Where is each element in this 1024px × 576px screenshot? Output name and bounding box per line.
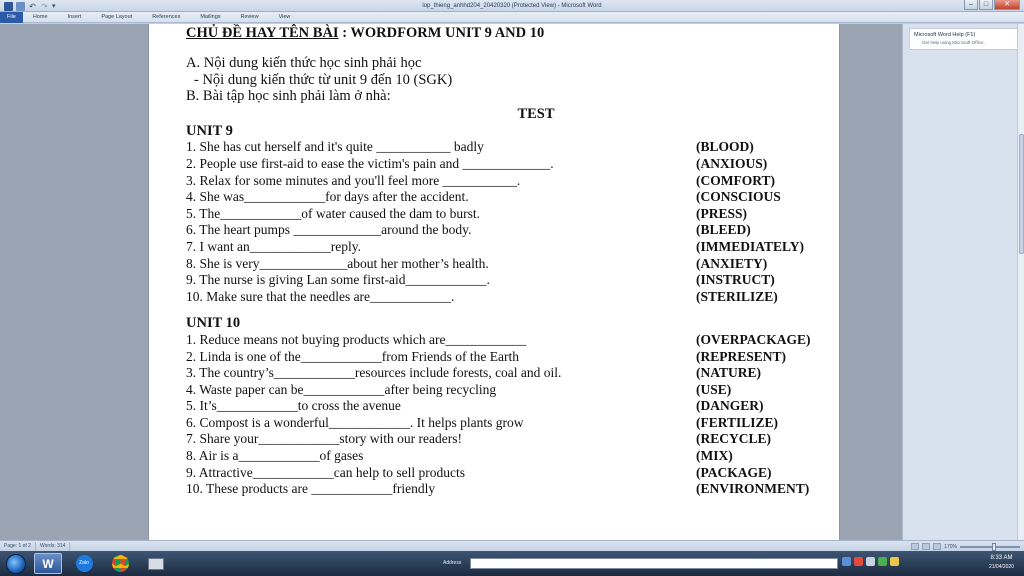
redo-icon[interactable]: ↷ — [41, 1, 48, 11]
question-row — [186, 173, 826, 190]
question-text: 2. Linda is one of the____________from Friends of the Earth — [186, 348, 519, 364]
question-row — [186, 256, 826, 273]
test-title: TEST — [517, 105, 555, 122]
document-page[interactable] — [148, 24, 840, 540]
answer-word: (BLEED) — [696, 222, 751, 238]
unit9-question-list — [186, 139, 826, 305]
question-text: 10. Make sure that the needles are____________. — [186, 288, 455, 304]
answer-word: (ANXIETY) — [696, 255, 768, 271]
ribbon-tab-bar — [0, 12, 1024, 23]
close-button[interactable]: ✕ — [994, 0, 1020, 10]
zoom-slider[interactable] — [960, 546, 1020, 548]
title-bar — [0, 0, 1024, 12]
tab-home[interactable]: Home — [32, 13, 48, 20]
question-row — [186, 222, 826, 239]
window-title: lop_thieng_anhhd204_20420320 (Protected View) - Microsoft Word — [422, 3, 602, 9]
question-text: 4. She was____________for days after the accident. — [186, 189, 469, 205]
maximize-button[interactable]: □ — [979, 0, 993, 10]
unit10-title: UNIT 10 — [186, 315, 241, 332]
question-text: 3. Relax for some minutes and you'll feel more ___________. — [186, 172, 521, 188]
volume-icon[interactable] — [866, 557, 875, 566]
question-row — [186, 465, 826, 482]
question-text: 10. These products are ____________friendly — [186, 481, 436, 497]
address-label: Address — [443, 560, 462, 566]
page-count[interactable]: Page: 1 of 2 — [0, 542, 36, 551]
answer-word: (DANGER) — [696, 398, 764, 414]
question-row — [186, 365, 826, 382]
question-text: 6. Compost is a wonderful____________. It helps plants grow — [186, 414, 524, 430]
answer-word: (PACKAGE) — [696, 464, 772, 480]
section-b: B. Bài tập học sinh phải làm ở nhà: — [186, 88, 391, 105]
answer-word: (COMFORT) — [696, 172, 776, 188]
tab-view[interactable]: View — [278, 13, 291, 20]
answer-word: (RECYCLE) — [696, 431, 772, 447]
heading-title: : WORDFORM UNIT 9 AND 10 — [338, 25, 545, 41]
scrollbar-thumb[interactable] — [1019, 134, 1024, 254]
language-icon[interactable] — [890, 557, 899, 566]
zalo-icon: Zalo — [76, 555, 93, 572]
question-row — [186, 272, 826, 289]
question-text: 7. Share your____________story with our readers! — [186, 431, 462, 447]
question-row — [186, 189, 826, 206]
question-text: 8. She is very_____________about her mother’s health. — [186, 255, 489, 271]
window-controls — [964, 0, 1020, 11]
answer-word: (BLOOD) — [696, 139, 754, 155]
answer-word: (NATURE) — [696, 365, 761, 381]
question-row — [186, 239, 826, 256]
answer-word: (OVERPACKAGE) — [696, 331, 811, 347]
question-row — [186, 382, 826, 399]
web-layout-view-icon[interactable] — [933, 543, 941, 550]
question-text: 4. Waste paper can be____________after being recycling — [186, 381, 497, 397]
clock-time: 8:33 AM — [990, 555, 1013, 561]
chrome-icon — [112, 555, 129, 572]
clock-date: 21/04/2020 — [988, 564, 1014, 570]
zoom-slider-knob[interactable] — [992, 543, 996, 551]
question-text: 1. She has cut herself and it's quite ___________ badly — [186, 139, 484, 155]
tab-references[interactable]: References — [152, 13, 181, 20]
full-screen-view-icon[interactable] — [922, 543, 930, 550]
question-text: 7. I want an____________reply. — [186, 238, 361, 254]
question-row — [186, 431, 826, 448]
question-row — [186, 139, 826, 156]
answer-word: (FERTILIZE) — [696, 414, 779, 430]
question-text: 6. The heart pumps _____________around the body. — [186, 222, 472, 238]
question-row — [186, 349, 826, 366]
question-text: 2. People use first-aid to ease the victim's pain and _____________. — [186, 155, 554, 171]
question-row — [186, 332, 826, 349]
answer-word: (REPRESENT) — [696, 348, 787, 364]
page-content — [186, 24, 826, 498]
print-layout-view-icon[interactable] — [911, 543, 919, 550]
word-icon: W — [42, 556, 54, 571]
question-row — [186, 206, 826, 223]
media-icon — [148, 558, 164, 570]
help-title: Microsoft Word Help (F1) — [914, 32, 976, 38]
answer-word: (INSTRUCT) — [696, 272, 775, 288]
question-row — [186, 415, 826, 432]
word-count[interactable]: Words: 314 — [36, 542, 70, 551]
section-a: A. Nội dung kiến thức học sinh phải học — [186, 55, 422, 71]
status-bar — [0, 540, 1024, 551]
help-subtitle: Get help using Microsoft Office. — [922, 40, 985, 45]
undo-icon[interactable]: ↶ — [29, 1, 36, 11]
taskbar-word-button[interactable] — [34, 553, 62, 574]
question-text: 5. The____________of water caused the dam to burst. — [186, 205, 481, 221]
vertical-scrollbar[interactable] — [1017, 24, 1024, 540]
question-text: 1. Reduce means not buying products which are____________ — [186, 331, 527, 347]
question-row — [186, 398, 826, 415]
customize-toolbar-icon[interactable]: ▾ — [52, 2, 56, 10]
answer-word: (USE) — [696, 381, 732, 397]
answer-word: (STERILIZE) — [696, 288, 778, 304]
taskbar — [0, 551, 1024, 576]
tab-mailings[interactable]: Mailings — [200, 13, 221, 20]
question-text: 5. It’s____________to cross the avenue — [186, 398, 401, 414]
minimize-button[interactable]: – — [964, 0, 978, 10]
tab-file[interactable]: File — [0, 12, 23, 23]
document-area[interactable] — [0, 24, 902, 540]
start-button[interactable] — [6, 554, 26, 574]
help-pane — [902, 24, 1024, 540]
answer-word: (CONSCIOUS — [696, 189, 781, 205]
question-text: 8. Air is a____________of gases — [186, 448, 364, 464]
answer-word: (MIX) — [696, 448, 733, 464]
question-row — [186, 156, 826, 173]
battery-icon[interactable] — [878, 557, 887, 566]
answer-word: (IMMEDIATELY) — [696, 238, 805, 254]
unit9-title: UNIT 9 — [186, 122, 233, 139]
zoom-controls — [911, 542, 1020, 551]
taskbar-chrome-button[interactable] — [106, 553, 134, 574]
answer-word: (ENVIRONMENT) — [696, 481, 810, 497]
section-a-item: - Nội dung kiến thức từ unit 9 đến 10 (SGK) — [194, 71, 453, 88]
unit10-question-list — [186, 332, 826, 498]
taskbar-zalo-button[interactable] — [70, 553, 98, 574]
help-tooltip — [909, 28, 1018, 50]
document-heading — [186, 24, 826, 43]
question-text: 3. The country’s____________resources include forests, coal and oil. — [186, 365, 562, 381]
taskbar-media-button[interactable] — [142, 553, 170, 574]
question-text: 9. Attractive____________can help to sell products — [186, 464, 465, 480]
answer-word: (PRESS) — [696, 205, 748, 221]
clock[interactable] — [989, 554, 1014, 571]
zoom-level[interactable]: 170% — [944, 543, 957, 550]
question-row — [186, 481, 826, 498]
address-input[interactable] — [470, 558, 838, 569]
tab-insert[interactable]: Insert — [67, 13, 82, 20]
question-row — [186, 448, 826, 465]
tab-page-layout[interactable]: Page Layout — [101, 13, 133, 20]
answer-word: (ANXIOUS) — [696, 155, 768, 171]
network-icon[interactable] — [842, 557, 851, 566]
heading-topic: CHỦ ĐỀ HAY TÊN BÀI — [186, 25, 339, 41]
question-row — [186, 289, 826, 306]
notification-icon[interactable] — [854, 557, 863, 566]
system-tray — [842, 557, 899, 566]
question-text: 9. The nurse is giving Lan some first-aid____________. — [186, 272, 490, 288]
tab-review[interactable]: Review — [240, 13, 259, 20]
